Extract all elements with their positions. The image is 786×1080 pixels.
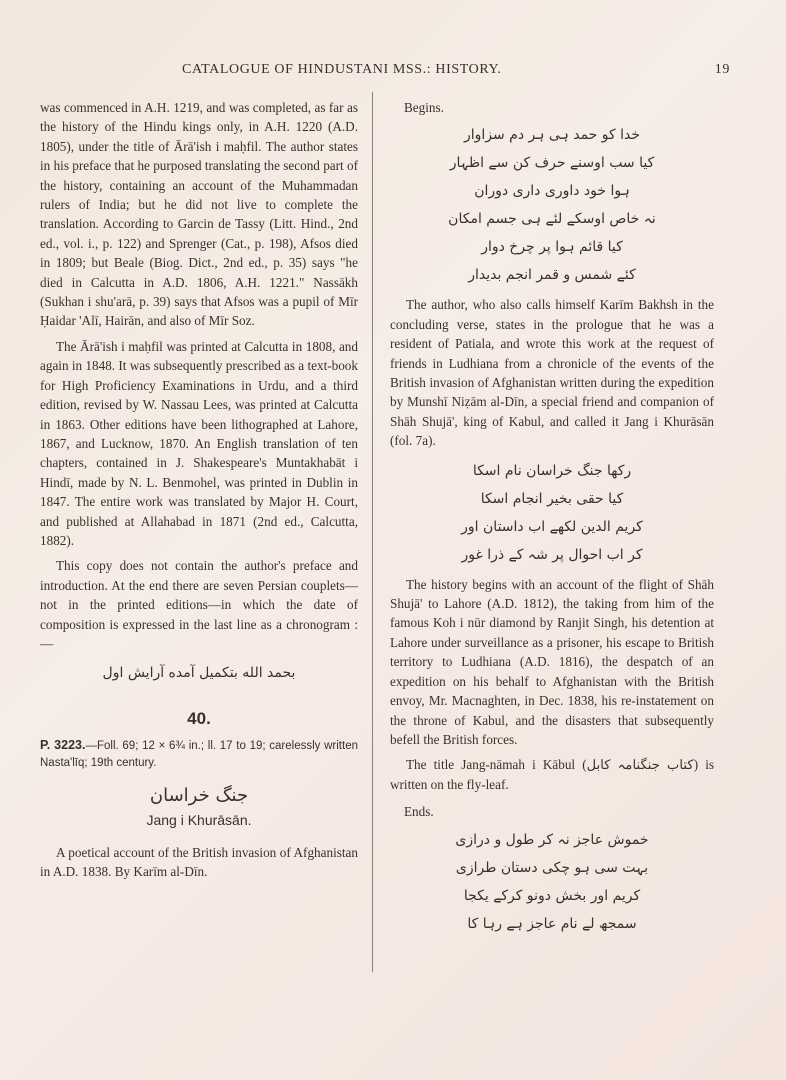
- ms-reference: P. 3223.: [40, 737, 86, 752]
- urdu-line: کئے شمس و قمر انجم بدیدار: [468, 267, 636, 284]
- urdu-line: خدا کو حمد ہی ہر دم سزاوار: [463, 127, 641, 144]
- left-column: [40, 98, 358, 887]
- urdu-line: کر اب احوال پر شہ کے ذرا غور: [461, 546, 643, 563]
- paragraph-editions: The Ārā'ish i maḥfil was printed at Calcutta in 1808, and again in 1848. It was subsequently prescribed as a text-book for High Proficiency Examinations in Urdu, and a third edition, revised by W. Nassau Lees, was printed at Calcutta in 1863. Other editions have been lithographed at Lahore, 1867, and Lucknow, 1870. An English translation of ten chapters, contained in J. Shakespeare's Muntakhabāt i Hindī, made by N. L. Benmohel, was printed in Dublin in 1847. The entire work was translated by Major H. Court, and published at Allahabad in 1871 (2nd ed., Calcutta, 1882).: [40, 338, 358, 548]
- chronogram-verse: [40, 659, 358, 687]
- urdu-line: کریم اور بخش دونو کرکے یکجا: [463, 887, 641, 904]
- paragraph-history: The history begins with an account of the flight of Shāh Shujā' to Lahore (A.D. 1812), the taking from him of the famous Koh i nūr diamond by Ranjit Singh, his detention at Lahore under surveillance as a prisoner, his escape to British territory to Ludhiana (A.D. 1816), the despatch of an expedition on his behalf to Afghanistan with the British envoy, Mr. Macnaghten, in Dec. 1838, his re-instatement on the throne of Kabul, and the disasters that subsequently befell the British forces.: [390, 576, 714, 747]
- page-header: [40, 62, 730, 84]
- paragraph-ara-ish-history: was commenced in A.H. 1219, and was completed, as far as the history of the Hindu kings only, in A.H. 1220 (A.D. 1805), under the title of Ārā'ish i maḥfil. The author states in his preface that he purposed translating the second part of the history, containing an account of the Muhammadan rulers of India; but he did not live to complete the translation. According to Garcin de Tassy (Litt. Hind., 2nd ed., vol. i., p. 122) and Sprenger (Cat., p. 198), Afsos died in 1809; but Beale (Biog. Dict., 2nd ed., p. 35) says "he died in Calcutta in A.D. 1806, A.H. 1221." Nassākh (Sukhan i shu'arā, p. 39) says that Afsos was a pupil of Mīr Ḥaidar 'Alī, Hairān, and also of Mīr Soz.: [40, 100, 358, 329]
- entry-number: 40.: [187, 709, 211, 729]
- begins-verses: [390, 121, 714, 289]
- entry-title-english: Jang i Khurāsān.: [146, 812, 252, 829]
- paragraph-copy-note: This copy does not contain the author's preface and introduction. At the end there are seven Persian couplets—not in the printed editions—in which the date of composition is expressed in the last line as a chronogram :—: [40, 558, 358, 651]
- ends-label: Ends.: [404, 804, 434, 820]
- urdu-line: سمجھ لے نام عاجز ہے رہا کا: [467, 915, 637, 932]
- paragraph-entry-intro: A poetical account of the British invasion of Afghanistan in A.D. 1838. By Karīm al-Dīn.: [40, 844, 358, 879]
- page-number: 19: [714, 62, 730, 77]
- entry-title-urdu: جنگ خراسان: [149, 784, 249, 806]
- urdu-line: خموش عاجز نہ کر طول و درازی: [455, 831, 649, 848]
- ms-details: —Foll. 69; 12 × 6¾ in.; ll. 17 to 19; carelessly written Nasta'līq; 19th century.: [40, 739, 358, 769]
- urdu-line: کریم الدین لکھے اب داستان اور: [461, 518, 643, 535]
- urdu-line: ہوا خود داوری داری دوران: [474, 183, 630, 200]
- urdu-line: بحمد الله بتکمیل آمده آرایش اول: [102, 665, 296, 682]
- column-divider: [372, 92, 373, 972]
- right-column: [390, 98, 714, 944]
- begins-label: Begins.: [404, 100, 444, 115]
- urdu-line: رکھا جنگ خراسان نام اسکا: [472, 462, 632, 479]
- manuscript-description: [40, 737, 358, 772]
- paragraph-fly-leaf: The title Jang-nāmah i Kābul (کتاب جنگنامہ کابل) is written on the fly-leaf.: [390, 757, 715, 792]
- paragraph-author: The author, who also calls himself Karīm Bakhsh in the concluding verse, states in the prologue that he was a resident of Patiala, and wrote this work at the request of friends in Ludhiana from a chronicle of the events of the British invasion of Afghanistan written during the expedition by Munshī Niẓām al-Dīn, a special friend and companion of Shāh Shujā', king of Kabul, and called it Jang i Khurāsān (fol. 7a).: [390, 297, 714, 449]
- urdu-line: کیا قائم ہوا پر چرخ دوار: [481, 239, 623, 256]
- running-title: CATALOGUE OF HINDUSTANI MSS.: HISTORY.: [182, 62, 502, 77]
- urdu-line: نہ خاص اوسکے لئے ہی جسم امکان: [448, 211, 656, 228]
- urdu-line: کیا سب اوسنے حرف کن سے اظہار: [449, 155, 655, 172]
- ends-verses: [390, 826, 714, 938]
- urdu-line: کیا حقی بخیر انجام اسکا: [480, 490, 624, 507]
- urdu-line: بہت سی ہو چکی دستان طرازی: [455, 859, 649, 876]
- title-verses: [390, 457, 714, 569]
